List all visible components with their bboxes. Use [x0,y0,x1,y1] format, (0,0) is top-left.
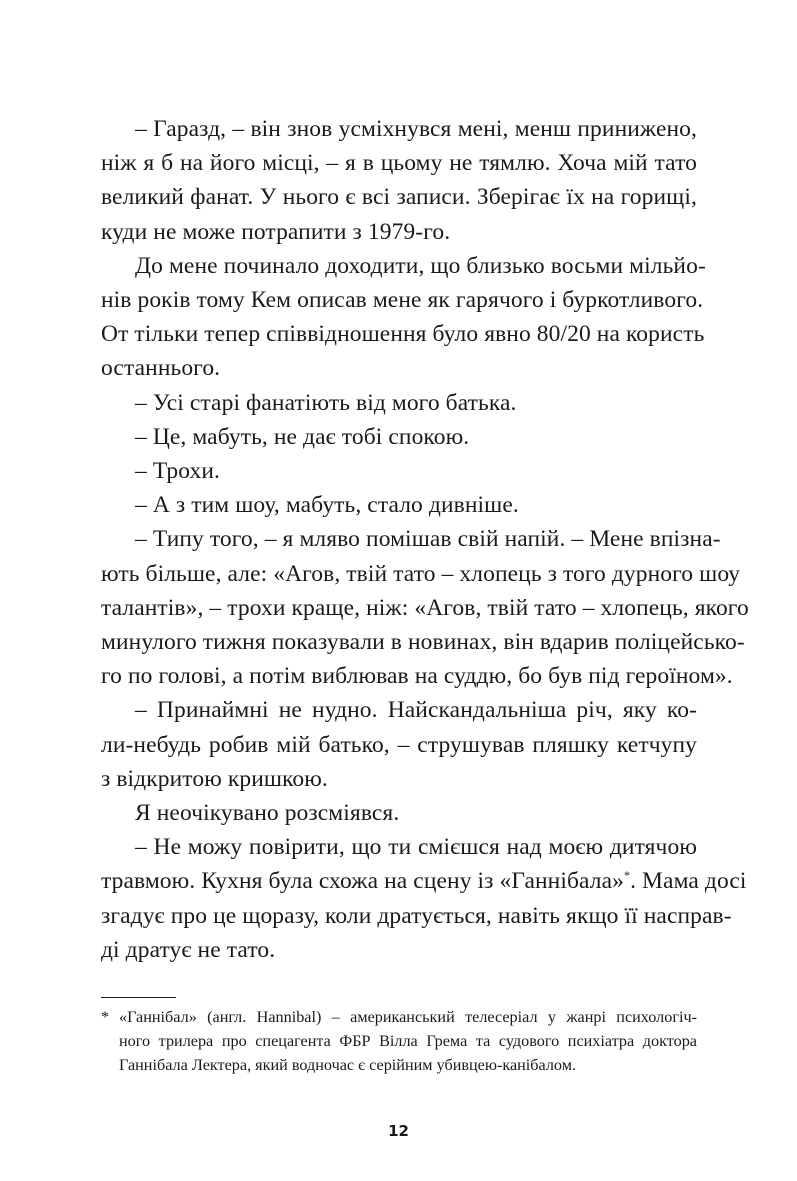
paragraph [101,386,697,420]
text-line-with-footnote-ref [101,864,747,898]
paragraph [101,420,697,454]
paragraph [101,693,697,796]
footnote-divider [101,997,176,998]
paragraph [101,488,697,522]
footnote-marker: * [101,1008,110,1026]
text-line: До мене починало доходити, що близько восьми мільйо- [135,252,706,279]
text-line: ють більше, але: «Агов, твій тато – хлопець з того дурного шоу [101,560,741,587]
text-line: – Усі старі фанатіють від мого батька. [135,389,517,416]
text-line: – Принаймні не нудно. Найскандальніша річ, яку ко- [135,697,697,724]
text-line: великий фанат. У нього є всі записи. Зберігає їх на горищі, [101,184,697,211]
footnote [101,1005,697,1077]
footnote-reference-mark: * [624,868,631,883]
text-line: талантів», – трохи краще, ніж: «Агов, твій тато – хлопець, якого [101,594,749,621]
paragraph [101,522,749,693]
text-line: – Гаразд, – він знов усміхнувся мені, менш принижено, [135,116,697,142]
text-fragment: травмою. Кухня була схожа на сцену із «Ганнібала» [101,868,624,895]
text-line: – А з тим шоу, мабуть, стало дивніше. [135,492,519,519]
text-line: з відкритою кришкою. [101,765,328,792]
text-line: – Це, мабуть, не дає тобі спокою. [135,423,470,450]
footnote-line: ного трилера про спецагента ФБР Вілла Грема та судового психіатра доктора [119,1032,697,1050]
text-line: ніж я б на його місці, – я в цьому не тямлю. Хоча мій тато [101,150,697,177]
text-line: – Не можу повірити, що ти смієшся над моєю дитячою [135,834,697,861]
page-number: 12 [388,1122,409,1140]
text-line: Я неочікувано розсміявся. [135,800,400,827]
paragraph [101,454,697,488]
text-line: ли-небудь робив мій батько, – струшував пляшку кетчупу [101,731,697,758]
text-line: нів років тому Кем описав мене як гарячого і буркотливого. [101,287,704,314]
text-line: От тільки тепер співвідношення було явно 80/20 на користь [101,321,705,348]
book-page-text [101,112,749,967]
text-line: – Типу того, – я мляво помішав свій напій. – Мене впізна- [135,526,721,553]
paragraph [101,112,697,249]
footnote-line: Ганнібала Лектера, який водночас є серійним убивцею-канібалом. [119,1056,577,1074]
text-line: згадує про це щоразу, коли дратується, навіть якщо її насправ- [101,902,732,929]
text-fragment: . Мама досі [630,868,747,895]
text-line: останнього. [101,355,221,382]
footnote-line: «Ганнібал» (англ. Hannibal) – американський телесеріал у жанрі психологіч- [119,1008,697,1026]
text-line: ді дратує не тато. [101,936,276,963]
paragraph [101,830,747,967]
footnote-text [119,1005,697,1077]
text-line: – Трохи. [135,458,221,485]
text-line: куди не може потрапити з 1979-го. [101,218,451,245]
text-line: минулого тижня показували в новинах, він вдарив поліцейсько- [101,629,745,656]
paragraph [101,249,706,386]
paragraph [101,796,697,830]
text-line: го по голові, а потім виблював на суддю, бо був під героїном». [101,663,733,690]
